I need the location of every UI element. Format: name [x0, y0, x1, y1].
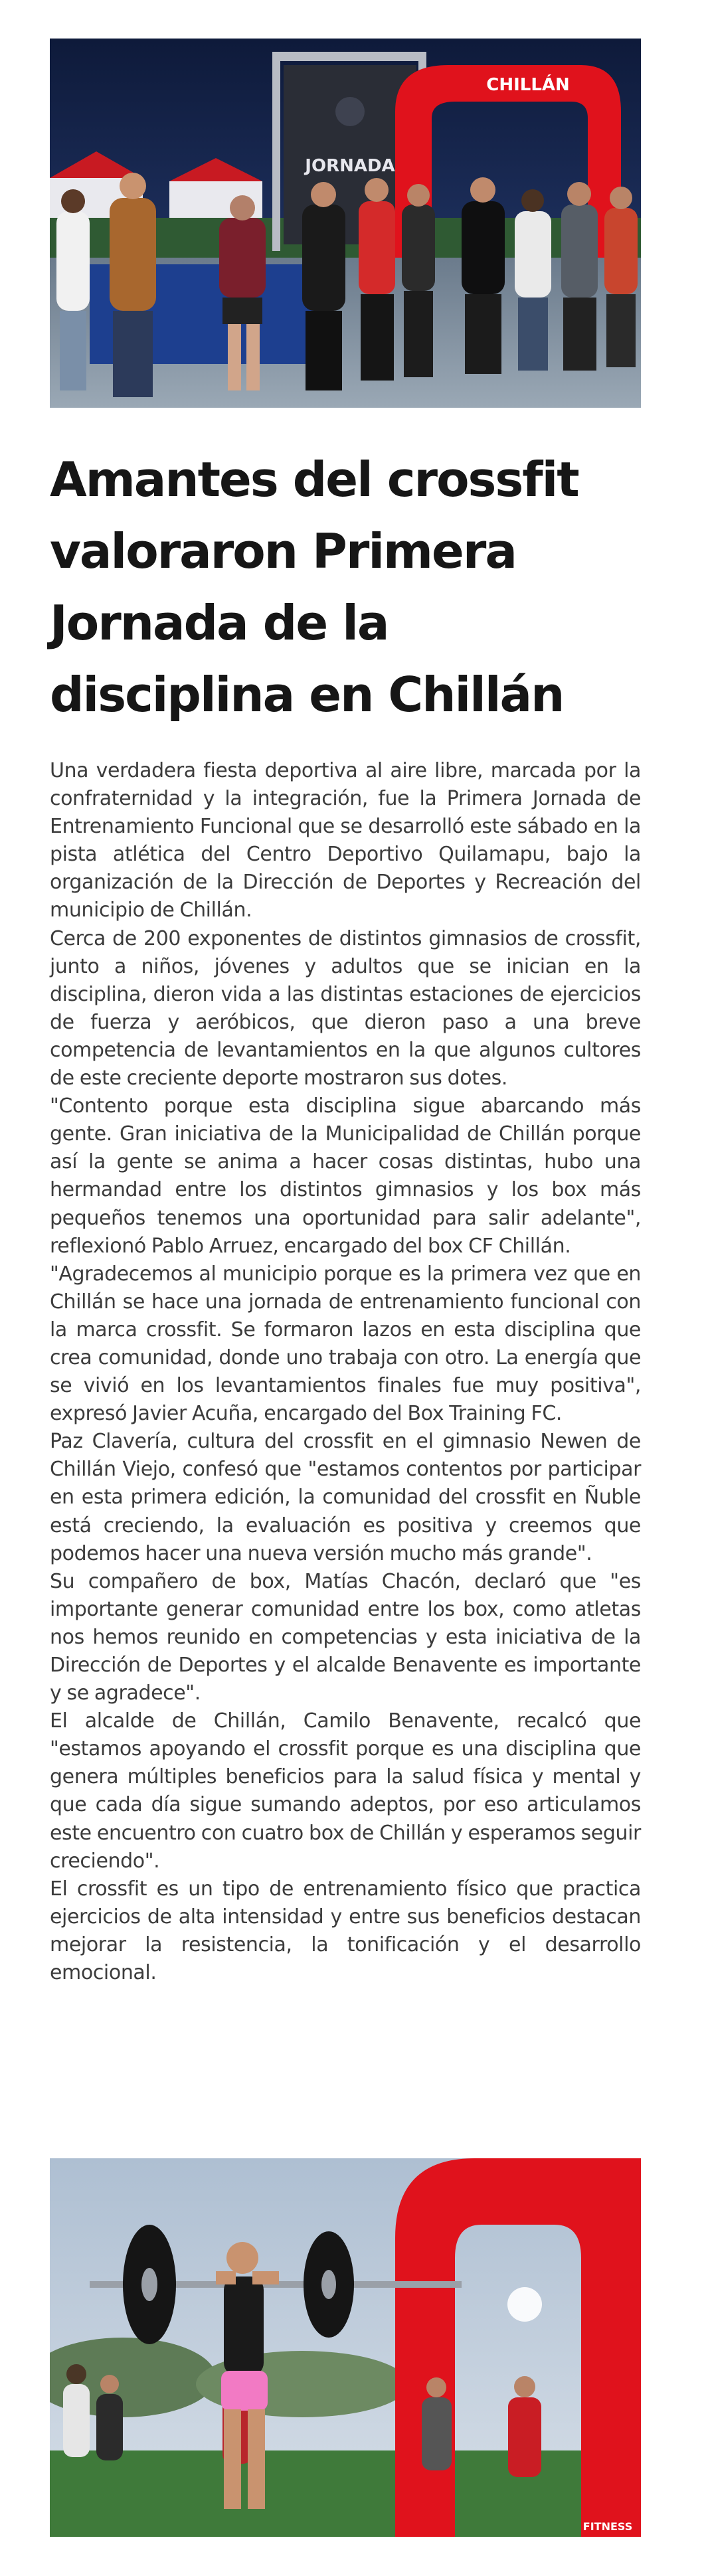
banner-text: JORNADA: [305, 156, 395, 176]
article-paragraph: "Contento porque esta disciplina sigue abarcando más gente. Gran iniciativa de la Municipalidad de Chillán porque así la gente se anima a hacer cosas distintas, hubo una hermandad entre los distintos gimnasios y los box más pequeños tenemos una oportunidad para salir adelante", reflexionó Pablo Arruez, encargado del box CF Chillán.: [50, 1094, 641, 1258]
article-paragraph: El alcalde de Chillán, Camilo Benavente, recalcó que "estamos apoyando el crossfit porque es una disciplina que genera múltiples beneficios para la salud física y mental y que cada día sigue sumando adeptos, por eso articulamos este encuentro con cuatro box de Chillán y esperamos seguir creciendo".: [50, 1709, 641, 1873]
headline-line: disciplina en Chillán: [50, 667, 564, 723]
article-paragraph: Cerca de 200 exponentes de distintos gimnasios de crossfit, junto a niños, jóvenes y adultos que se inician en la disciplina, dieron vida a las distintas estaciones de ejercicios de fuerza y aeróbicos, que dieron paso a una breve competencia de levantamientos en la que algunos cultores de este creciente deporte mostraron sus dotes.: [50, 926, 641, 1090]
article-paragraph: El crossfit es un tipo de entrenamiento físico que practica ejercicios de alta intensidad y entre sus beneficios destacan mejorar la resistencia, la tonificación y el desarrollo emocional.: [50, 1877, 641, 1985]
article-headline: [50, 444, 648, 730]
article-paragraph: Su compañero de box, Matías Chacón, declaró que "es importante generar comunidad entre los box, como atletas nos hemos reunido en competencias y esta iniciativa de la Dirección de Deportes y el alcalde Benavente es importante y se agradece".: [50, 1569, 641, 1705]
article-paragraph: Paz Clavería, cultura del crossfit en el gimnasio Newen de Chillán Viejo, confesó que "estamos contentos por participar en esta primera edición, la comunidad del crossfit en Ñuble está creciendo, la evaluación es positiva y creemos que podemos hacer una nueva versión mucho más grande".: [50, 1430, 641, 1565]
headline-line: Jornada de la: [50, 595, 389, 651]
top-photo-group-event: [50, 39, 641, 408]
article-paragraph: Una verdadera fiesta deportiva al aire libre, marcada por la confraternidad y la integración, fue la Primera Jornada de Entrenamiento Funcional que se desarrolló este sábado en la pista atlética del Centro Deportivo Quilamapu, bajo la organización de la Dirección de Deportes y Recreación del municipio de Chillán.: [50, 759, 641, 922]
top-photo-scene: [50, 39, 641, 408]
bottom-photo-weightlifting: [50, 2158, 641, 2537]
headline-line: valoraron Primera: [50, 523, 516, 579]
arch-text: CHILLÁN: [486, 75, 570, 95]
article-body: [50, 757, 641, 1987]
headline-line: Amantes del crossfit: [50, 452, 578, 507]
article-paragraph: "Agradecemos al municipio porque es la primera vez que en Chillán se hace una jornada de entrenamiento funcional con la marca crossfit. Se formaron lazos en esta disciplina que crea comunidad, donde uno trabaja con otro. La energía que se vivió en los levantamientos finales fue muy positiva", expresó Javier Acuña, encargado del Box Training FC.: [50, 1262, 641, 1426]
arch-text: FITNESS: [582, 2520, 633, 2533]
bottom-photo-scene: [50, 2158, 641, 2537]
